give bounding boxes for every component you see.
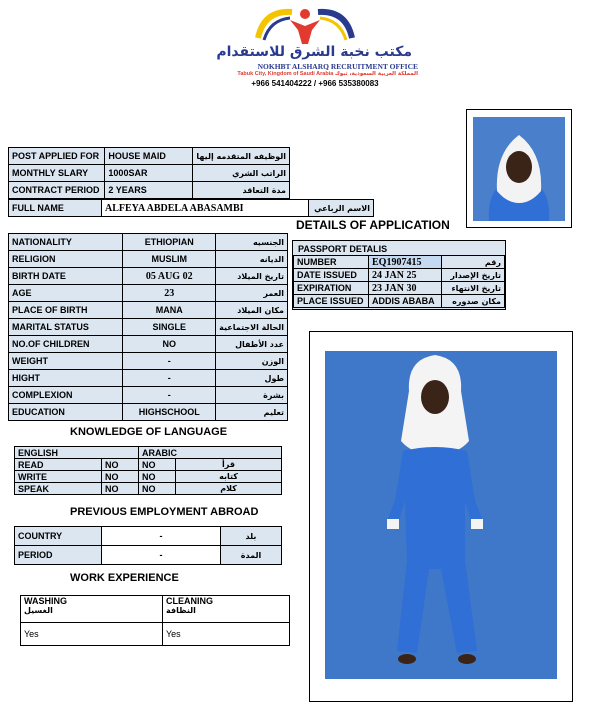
personal-row: [9, 268, 288, 285]
personal-info-table: [8, 233, 288, 421]
work-header-row: [21, 596, 290, 623]
position-label: POST APPLIED FOR: [9, 148, 105, 165]
portrait-photo-frame: [466, 109, 572, 228]
position-row: [9, 182, 290, 199]
language-skill: READ: [15, 459, 102, 471]
language-row: [15, 471, 282, 483]
personal-row: [9, 336, 288, 353]
work-experience-title: WORK EXPERIENCE: [70, 572, 179, 584]
personal-value: ETHIOPIAN: [123, 234, 216, 251]
personal-label-arabic: تعليم: [216, 404, 288, 421]
personal-label-arabic: الديانه: [216, 251, 288, 268]
personal-value: -: [123, 370, 216, 387]
employment-row: [15, 527, 282, 546]
personal-value: MUSLIM: [123, 251, 216, 268]
language-row: [15, 483, 282, 495]
position-row: [9, 148, 290, 165]
personal-label: RELIGION: [9, 251, 123, 268]
company-name-english: NOKHBT ALSHARQ RECRUITMENT OFFICE: [257, 62, 418, 71]
personal-value: -: [123, 387, 216, 404]
personal-row: [9, 404, 288, 421]
work-item-value: Yes: [163, 623, 290, 646]
personal-row: [9, 302, 288, 319]
full-name-value: ALFEYA ABDELA ABASAMBI: [102, 200, 309, 217]
previous-employment-title: PREVIOUS EMPLOYMENT ABROAD: [70, 506, 259, 518]
personal-label: HIGHT: [9, 370, 123, 387]
position-label: MONTHLY SLARY: [9, 165, 105, 182]
personal-label-arabic: بشرة: [216, 387, 288, 404]
work-item-label-arabic: النظافة: [166, 606, 196, 615]
passport-details-box: [292, 240, 506, 310]
passport-value: ADDIS ABABA: [369, 295, 442, 308]
language-english-value: NO: [102, 483, 139, 495]
personal-value: SINGLE: [123, 319, 216, 336]
passport-value: 24 JAN 25: [369, 269, 442, 282]
personal-label: PLACE OF BIRTH: [9, 302, 123, 319]
position-value: 2 YEARS: [105, 182, 193, 199]
language-header-english: ENGLISH: [15, 447, 139, 459]
position-value: HOUSE MAID: [105, 148, 193, 165]
position-label-arabic: مدة التعاقد: [193, 182, 290, 199]
personal-row: [9, 353, 288, 370]
position-table: [8, 147, 290, 199]
language-skill-arabic: كلام: [176, 483, 282, 495]
position-label-arabic: الراتب الشري: [193, 165, 290, 182]
personal-label-arabic: العمر: [216, 285, 288, 302]
personal-label-arabic: الجنسيه: [216, 234, 288, 251]
employment-label-arabic: المدة: [221, 546, 282, 565]
work-item-label-arabic: الغسيل: [24, 606, 53, 615]
employment-label: PERIOD: [15, 546, 102, 565]
personal-label-arabic: عدد الأطفال: [216, 336, 288, 353]
full-name-label-arabic: الاسم الرباعي: [309, 200, 374, 217]
passport-row: [294, 295, 505, 308]
personal-label: NO.OF CHILDREN: [9, 336, 123, 353]
details-of-application-title: DETAILS OF APPLICATION: [296, 218, 450, 232]
passport-label-arabic: تاريخ الانتهاء: [442, 282, 505, 295]
language-header-row: [15, 447, 282, 459]
employment-row: [15, 546, 282, 565]
personal-label-arabic: طول: [216, 370, 288, 387]
personal-row: [9, 251, 288, 268]
full-name-row: [9, 200, 374, 217]
personal-value: 23: [123, 285, 216, 302]
personal-label-arabic: تاريخ الميلاد: [216, 268, 288, 285]
position-row: [9, 165, 290, 182]
letterhead: [190, 4, 420, 90]
knowledge-of-language-title: KNOWLEDGE OF LANGUAGE: [70, 426, 228, 438]
personal-value: NO: [123, 336, 216, 353]
personal-label-arabic: الوزن: [216, 353, 288, 370]
personal-label: MARITAL STATUS: [9, 319, 123, 336]
address-english: Tabuk City, Kingdom of Saudi Arabia: [237, 71, 334, 77]
employment-label-arabic: بلد: [221, 527, 282, 546]
company-logo: [250, 4, 360, 48]
language-english-value: NO: [102, 459, 139, 471]
language-arabic-value: NO: [139, 459, 176, 471]
work-value-row: [21, 623, 290, 646]
address-arabic: المملكة العربية السعودية، تبوك: [334, 71, 418, 77]
full-body-photo-frame: [309, 331, 573, 702]
language-english-value: NO: [102, 471, 139, 483]
position-label-arabic: الوظيفه المتقدمه إليها: [193, 148, 290, 165]
passport-label: DATE ISSUED: [294, 269, 369, 282]
passport-label-arabic: تاريخ الإصدار: [442, 269, 505, 282]
language-arabic-value: NO: [139, 483, 176, 495]
personal-value: 05 AUG 02: [123, 268, 216, 285]
passport-label-arabic: رقم: [442, 256, 505, 269]
position-label: CONTRACT PERIOD: [9, 182, 105, 199]
position-value: 1000SAR: [105, 165, 193, 182]
passport-label: PLACE ISSUED: [294, 295, 369, 308]
passport-title: PASSPORT DETALIS: [298, 244, 388, 254]
work-item-label: CLEANING: [166, 596, 213, 606]
portrait-photo: [473, 117, 565, 221]
personal-row: [9, 370, 288, 387]
work-experience-table: [20, 595, 290, 646]
personal-row: [9, 285, 288, 302]
language-skill: SPEAK: [15, 483, 102, 495]
language-arabic-value: NO: [139, 471, 176, 483]
work-item-label: WASHING: [24, 596, 68, 606]
work-item-header: [21, 596, 163, 623]
personal-label: COMPLEXION: [9, 387, 123, 404]
personal-label: EDUCATION: [9, 404, 123, 421]
work-item-header: [163, 596, 290, 623]
language-table: [14, 446, 282, 495]
personal-label: BIRTH DATE: [9, 268, 123, 285]
previous-employment-table: [14, 526, 282, 565]
full-name-table: [8, 199, 374, 217]
passport-row: [294, 282, 505, 295]
passport-table: [293, 255, 505, 308]
passport-label: EXPIRATION: [294, 282, 369, 295]
passport-label: NUMBER: [294, 256, 369, 269]
company-address: [194, 71, 418, 77]
language-row: [15, 459, 282, 471]
company-phones: +966 541404222 / +966 535380083: [251, 79, 379, 88]
personal-row: [9, 387, 288, 404]
company-name-arabic: مكتب نخبة الشرق للاستقدام: [216, 44, 412, 60]
passport-number-value: EQ1907415: [369, 256, 442, 269]
personal-label: WEIGHT: [9, 353, 123, 370]
personal-label-arabic: الحالة الاجتماعية: [216, 319, 288, 336]
passport-row: [294, 256, 505, 269]
personal-label: NATIONALITY: [9, 234, 123, 251]
personal-value: MANA: [123, 302, 216, 319]
language-skill-arabic: كتابه: [176, 471, 282, 483]
personal-value: -: [123, 353, 216, 370]
language-skill: WRITE: [15, 471, 102, 483]
full-body-photo: [325, 351, 557, 679]
work-item-value: Yes: [21, 623, 163, 646]
passport-value: 23 JAN 30: [369, 282, 442, 295]
employment-value: -: [102, 546, 221, 565]
full-name-label: FULL NAME: [9, 200, 102, 217]
employment-value: -: [102, 527, 221, 546]
personal-row: [9, 234, 288, 251]
passport-row: [294, 269, 505, 282]
employment-label: COUNTRY: [15, 527, 102, 546]
language-header-arabic: ARABIC: [139, 447, 282, 459]
personal-label-arabic: مكان الميلاد: [216, 302, 288, 319]
language-skill-arabic: قرأ: [176, 459, 282, 471]
personal-row: [9, 319, 288, 336]
passport-label-arabic: مكان صدوره: [442, 295, 505, 308]
personal-value: HIGHSCHOOL: [123, 404, 216, 421]
personal-label: AGE: [9, 285, 123, 302]
